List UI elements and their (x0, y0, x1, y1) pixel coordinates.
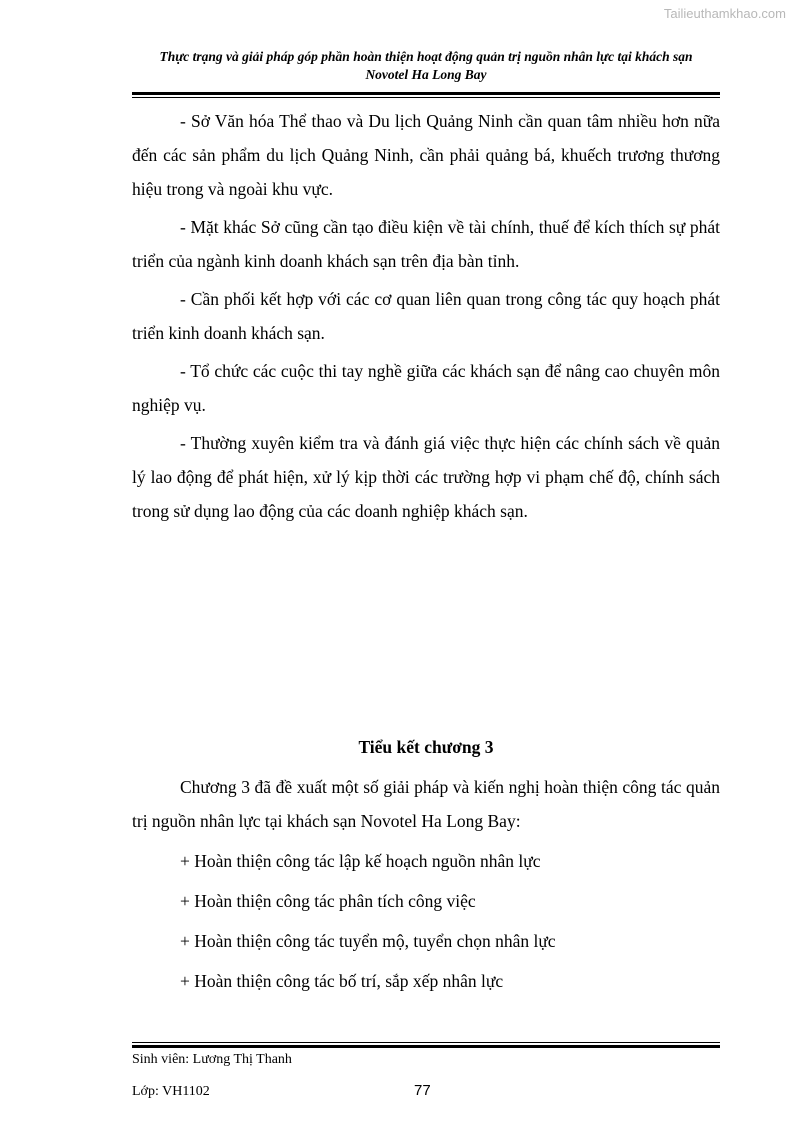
footer-class: Lớp: VH1102 (132, 1084, 210, 1099)
summary-item: + Hoàn thiện công tác phân tích công việc (180, 891, 476, 911)
footer-rule (132, 1042, 720, 1043)
body-text (132, 104, 720, 532)
summary-item: + Hoàn thiện công tác tuyển mộ, tuyển chọn nhân lực (180, 931, 556, 951)
paragraph: - Mặt khác Sở cũng cần tạo điều kiện về tài chính, thuế để kích thích sự phát triển của ngành kinh doanh khách sạn trên địa bàn tỉnh. (132, 217, 720, 271)
summary-item: + Hoàn thiện công tác lập kế hoạch nguồn nhân lực (180, 851, 541, 871)
running-header (132, 48, 720, 84)
paragraph: - Sở Văn hóa Thể thao và Du lịch Quảng Ninh cần quan tâm nhiều hơn nữa đến các sản phẩm du lịch Quảng Ninh, cần phải quảng bá, khuếch trương thương hiệu trong và ngoài khu vực. (132, 111, 720, 199)
section-title: Tiểu kết chương 3 (358, 737, 494, 757)
summary-section (132, 770, 720, 1004)
header-line-1: Thực trạng và giải pháp góp phần hoàn thiện hoạt động quản trị nguồn nhân lực tại khách sạn (159, 49, 693, 64)
summary-intro: Chương 3 đã đề xuất một số giải pháp và kiến nghị hoàn thiện công tác quản trị nguồn nhân lực tại khách sạn Novotel Ha Long Bay: (132, 777, 720, 831)
header-line-2: Novotel Ha Long Bay (365, 67, 487, 82)
page-number: 77 (414, 1082, 431, 1099)
header-rule (132, 92, 720, 95)
summary-item: + Hoàn thiện công tác bố trí, sắp xếp nhân lực (180, 971, 504, 991)
paragraph: - Tổ chức các cuộc thi tay nghề giữa các khách sạn để nâng cao chuyên môn nghiệp vụ. (132, 361, 720, 415)
watermark: Tailieuthamkhao.com (663, 6, 786, 21)
paragraph: - Cần phối kết hợp với các cơ quan liên quan trong công tác quy hoạch phát triển kinh doanh khách sạn. (132, 289, 720, 343)
paragraph: - Thường xuyên kiểm tra và đánh giá việc thực hiện các chính sách về quản lý lao động để phát hiện, xử lý kịp thời các trường hợp vi phạm chế độ, chính sách trong sử dụng lao động của các doanh nghiệp khách sạn. (132, 433, 720, 521)
footer-student: Sinh viên: Lương Thị Thanh (132, 1052, 292, 1067)
